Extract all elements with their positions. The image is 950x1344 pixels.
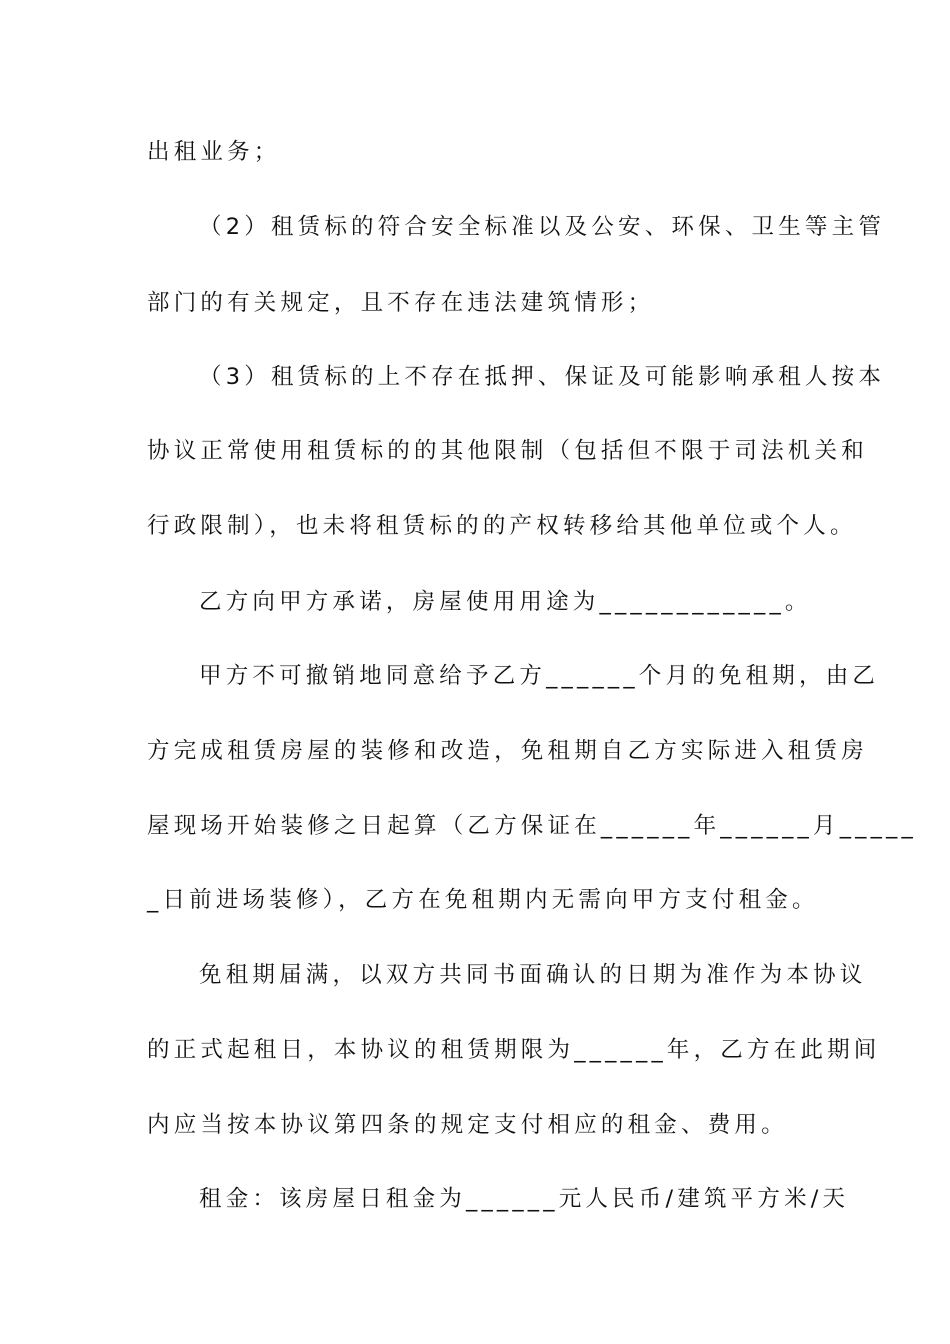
paragraph-line: 的正式起租日，本协议的租赁期限为______年，乙方在此期间	[147, 1037, 881, 1063]
paragraph-line: _日前进场装修），乙方在免租期内无需向甲方支付租金。	[147, 887, 819, 913]
paragraph-line: （2）租赁标的符合安全标准以及公安、环保、卫生等主管	[199, 214, 886, 240]
paragraph-line: 行政限制），也未将租赁标的的产权转移给其他单位或个人。	[147, 513, 857, 539]
paragraph-line: 免租期届满，以双方共同书面确认的日期为准作为本协议	[199, 962, 867, 988]
paragraph-line: 协议正常使用租赁标的的其他限制（包括但不限于司法机关和	[147, 438, 868, 464]
paragraph-line: 租金：该房屋日租金为______元人民币/建筑平方米/天	[199, 1186, 850, 1212]
paragraph-line: 甲方不可撤销地同意给予乙方______个月的免租期，由乙	[199, 663, 880, 689]
paragraph-line: （3）租赁标的上不存在抵押、保证及可能影响承租人按本	[199, 364, 886, 390]
paragraph-line: 方完成租赁房屋的装修和改造，免租期自乙方实际进入租赁房	[147, 738, 868, 764]
paragraph-line: 部门的有关规定，且不存在违法建筑情形；	[147, 290, 655, 316]
paragraph-line: 屋现场开始装修之日起算（乙方保证在______年______月_____	[147, 813, 917, 839]
paragraph-line: 乙方向甲方承诺，房屋使用用途为____________。	[199, 589, 812, 615]
paragraph-line: 出租业务；	[147, 139, 281, 165]
paragraph-line: 内应当按本协议第四条的规定支付相应的租金、费用。	[147, 1112, 788, 1138]
